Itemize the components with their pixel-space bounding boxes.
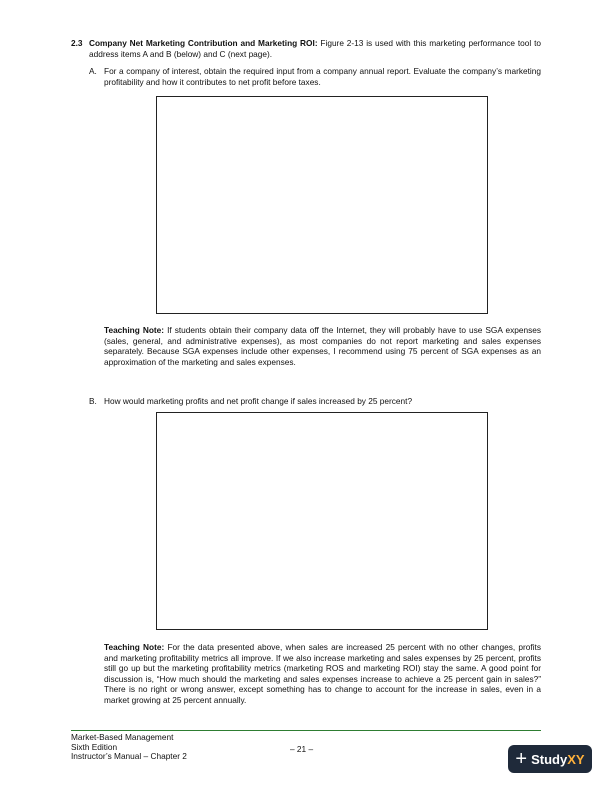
item-b-letter: B.: [89, 396, 97, 406]
studyxy-logo: [508, 745, 592, 773]
teaching-note-1-label: Teaching Note:: [104, 325, 165, 335]
teaching-note-2-text: For the data presented above, when sales are increased 25 percent with no other changes, profits and marketing profitability metrics all improve. If we also increase marketing and sales expenses by 25 percent, profits still go up but the marketing profitability metrics (marketing ROS and marketing ROI) stay the same. A good point for discussion is, “How much should the marketing and sales expenses increase to achieve a 25 percent gain in sales?” There is no right or wrong answer, except something has to change to account for the increase in sales, even in a market growing at 25 percent annually.: [104, 642, 541, 705]
figure-placeholder-a: [156, 96, 488, 314]
section-number: 2.3: [71, 38, 83, 48]
item-b-text: How would marketing profits and net profit change if sales increased by 25 percent?: [104, 396, 413, 406]
item-a: [89, 66, 541, 87]
section-heading: [71, 38, 541, 59]
teaching-note-1: [104, 325, 541, 367]
item-b: [89, 396, 541, 407]
footer-chapter: Instructor’s Manual – Chapter 2: [71, 751, 187, 762]
item-a-text: For a company of interest, obtain the required input from a company annual report. Evaluate the company’s marketing profitability and how it contributes to net profit before taxes.: [104, 66, 541, 87]
logo-text-study: Study: [531, 751, 568, 767]
item-a-letter: A.: [89, 66, 97, 76]
footer-info: [71, 733, 187, 762]
section-title: Company Net Marketing Contribution and Marketing ROI:: [89, 38, 318, 48]
footer-edition: Sixth Edition: [71, 741, 118, 752]
section-intro: Figure 2-13 is used with this marketing performance tool to address items A and B (below) and C (next page).: [89, 38, 541, 59]
figure-placeholder-b: [156, 412, 488, 630]
page-number: – 21 –: [290, 744, 314, 754]
teaching-note-1-text: If students obtain their company data off the Internet, they will probably have to use SGA expenses (sales, general, and administrative expenses), as most companies do not report marketing and sales expenses separately. Because SGA expenses include other expenses, I recommend using 75 percent of SGA expenses as an approximation of the marketing and sales expenses.: [104, 325, 541, 367]
footer-book-title: Market-Based Management: [71, 732, 174, 742]
teaching-note-2: [104, 642, 541, 706]
logo-text-xy: XY: [567, 751, 585, 767]
teaching-note-2-label: Teaching Note:: [104, 642, 165, 652]
footer-divider: [71, 730, 541, 731]
plus-icon: +: [515, 748, 528, 770]
